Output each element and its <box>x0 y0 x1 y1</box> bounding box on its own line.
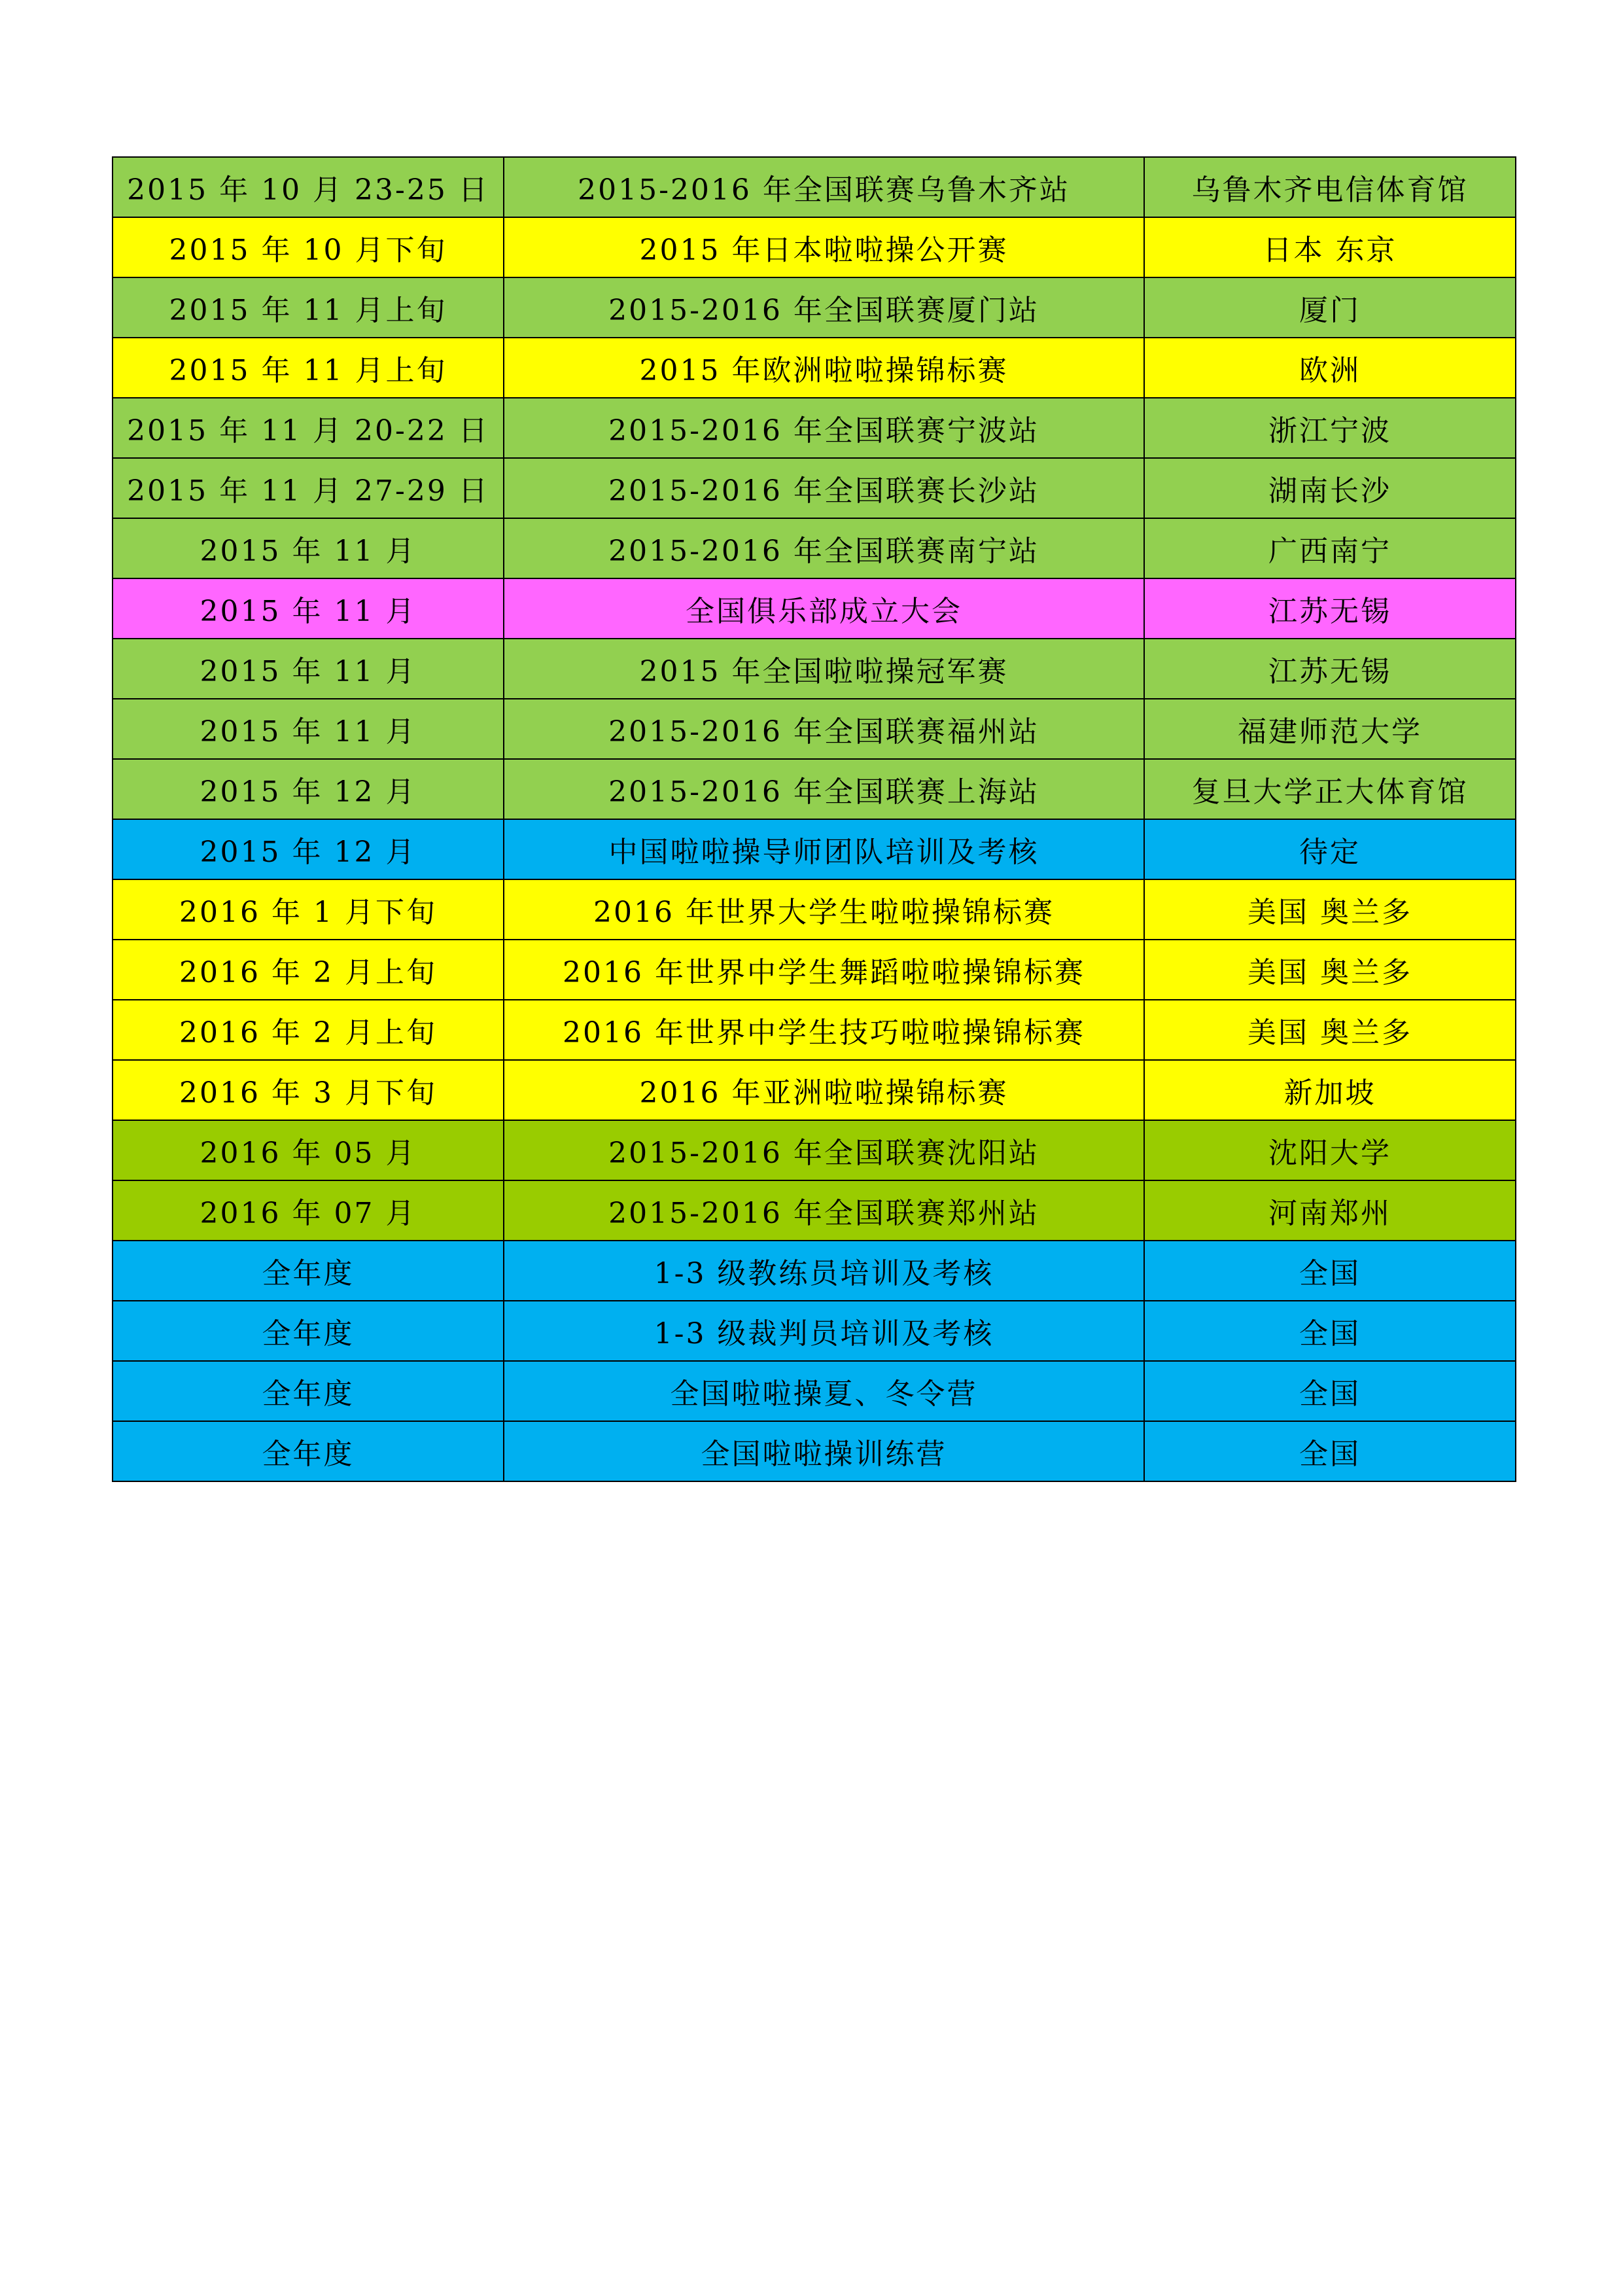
event-cell: 2015-2016 年全国联赛乌鲁木齐站 <box>504 157 1144 217</box>
table-row <box>113 1361 1516 1421</box>
date-cell: 全年度 <box>113 1361 504 1421</box>
venue-cell: 全国 <box>1144 1361 1516 1421</box>
event-cell: 2015-2016 年全国联赛宁波站 <box>504 398 1144 458</box>
date-cell: 全年度 <box>113 1241 504 1301</box>
event-cell: 2015 年全国啦啦操冠军赛 <box>504 639 1144 699</box>
table-row <box>113 1241 1516 1301</box>
event-cell: 2015 年欧洲啦啦操锦标赛 <box>504 338 1144 398</box>
date-cell: 2015 年 10 月 23-25 日 <box>113 157 504 217</box>
event-cell: 2015-2016 年全国联赛南宁站 <box>504 518 1144 578</box>
event-cell: 2015-2016 年全国联赛郑州站 <box>504 1180 1144 1241</box>
table-row <box>113 1421 1516 1481</box>
date-cell: 全年度 <box>113 1301 504 1361</box>
venue-cell: 美国 奥兰多 <box>1144 1000 1516 1060</box>
event-cell: 2015-2016 年全国联赛沈阳站 <box>504 1120 1144 1180</box>
table-row <box>113 1000 1516 1060</box>
event-cell: 中国啦啦操导师团队培训及考核 <box>504 819 1144 879</box>
table-row <box>113 398 1516 458</box>
date-cell: 2016 年 2 月上旬 <box>113 940 504 1000</box>
event-cell: 2015-2016 年全国联赛长沙站 <box>504 458 1144 518</box>
table-row <box>113 338 1516 398</box>
date-cell: 2015 年 11 月 <box>113 639 504 699</box>
event-cell: 2015-2016 年全国联赛厦门站 <box>504 277 1144 338</box>
table-row <box>113 217 1516 277</box>
table-row <box>113 277 1516 338</box>
venue-cell: 沈阳大学 <box>1144 1120 1516 1180</box>
venue-cell: 欧洲 <box>1144 338 1516 398</box>
date-cell: 2015 年 12 月 <box>113 819 504 879</box>
date-cell: 2016 年 2 月上旬 <box>113 1000 504 1060</box>
venue-cell: 全国 <box>1144 1301 1516 1361</box>
table-row <box>113 1180 1516 1241</box>
event-cell: 2015-2016 年全国联赛上海站 <box>504 759 1144 819</box>
table-row <box>113 518 1516 578</box>
venue-cell: 新加坡 <box>1144 1060 1516 1120</box>
schedule-body <box>113 157 1516 1481</box>
date-cell: 2015 年 11 月 <box>113 578 504 639</box>
table-row <box>113 578 1516 639</box>
event-cell: 全国俱乐部成立大会 <box>504 578 1144 639</box>
venue-cell: 河南郑州 <box>1144 1180 1516 1241</box>
event-cell: 1-3 级教练员培训及考核 <box>504 1241 1144 1301</box>
date-cell: 2015 年 12 月 <box>113 759 504 819</box>
venue-cell: 复旦大学正大体育馆 <box>1144 759 1516 819</box>
event-cell: 2016 年世界大学生啦啦操锦标赛 <box>504 879 1144 940</box>
table-row <box>113 458 1516 518</box>
table-row <box>113 1301 1516 1361</box>
venue-cell: 全国 <box>1144 1421 1516 1481</box>
venue-cell: 全国 <box>1144 1241 1516 1301</box>
event-cell: 全国啦啦操训练营 <box>504 1421 1144 1481</box>
venue-cell: 浙江宁波 <box>1144 398 1516 458</box>
table-row <box>113 699 1516 759</box>
table-row <box>113 157 1516 217</box>
venue-cell: 乌鲁木齐电信体育馆 <box>1144 157 1516 217</box>
table-row <box>113 879 1516 940</box>
event-cell: 1-3 级裁判员培训及考核 <box>504 1301 1144 1361</box>
date-cell: 2015 年 10 月下旬 <box>113 217 504 277</box>
event-cell: 2016 年世界中学生舞蹈啦啦操锦标赛 <box>504 940 1144 1000</box>
venue-cell: 美国 奥兰多 <box>1144 879 1516 940</box>
date-cell: 2015 年 11 月 27-29 日 <box>113 458 504 518</box>
table-row <box>113 1060 1516 1120</box>
table-row <box>113 819 1516 879</box>
venue-cell: 江苏无锡 <box>1144 578 1516 639</box>
table-row <box>113 759 1516 819</box>
date-cell: 2016 年 1 月下旬 <box>113 879 504 940</box>
date-cell: 2015 年 11 月 <box>113 699 504 759</box>
venue-cell: 厦门 <box>1144 277 1516 338</box>
event-cell: 2016 年亚洲啦啦操锦标赛 <box>504 1060 1144 1120</box>
event-cell: 全国啦啦操夏、冬令营 <box>504 1361 1144 1421</box>
schedule-table <box>112 156 1516 1482</box>
date-cell: 2015 年 11 月 <box>113 518 504 578</box>
date-cell: 2016 年 3 月下旬 <box>113 1060 504 1120</box>
table-row <box>113 940 1516 1000</box>
date-cell: 2015 年 11 月上旬 <box>113 338 504 398</box>
venue-cell: 待定 <box>1144 819 1516 879</box>
event-cell: 2015 年日本啦啦操公开赛 <box>504 217 1144 277</box>
date-cell: 2016 年 07 月 <box>113 1180 504 1241</box>
table-row <box>113 639 1516 699</box>
event-cell: 2015-2016 年全国联赛福州站 <box>504 699 1144 759</box>
date-cell: 2015 年 11 月 20-22 日 <box>113 398 504 458</box>
date-cell: 2015 年 11 月上旬 <box>113 277 504 338</box>
date-cell: 全年度 <box>113 1421 504 1481</box>
venue-cell: 江苏无锡 <box>1144 639 1516 699</box>
venue-cell: 广西南宁 <box>1144 518 1516 578</box>
table-row <box>113 1120 1516 1180</box>
date-cell: 2016 年 05 月 <box>113 1120 504 1180</box>
venue-cell: 美国 奥兰多 <box>1144 940 1516 1000</box>
event-cell: 2016 年世界中学生技巧啦啦操锦标赛 <box>504 1000 1144 1060</box>
venue-cell: 湖南长沙 <box>1144 458 1516 518</box>
venue-cell: 日本 东京 <box>1144 217 1516 277</box>
venue-cell: 福建师范大学 <box>1144 699 1516 759</box>
